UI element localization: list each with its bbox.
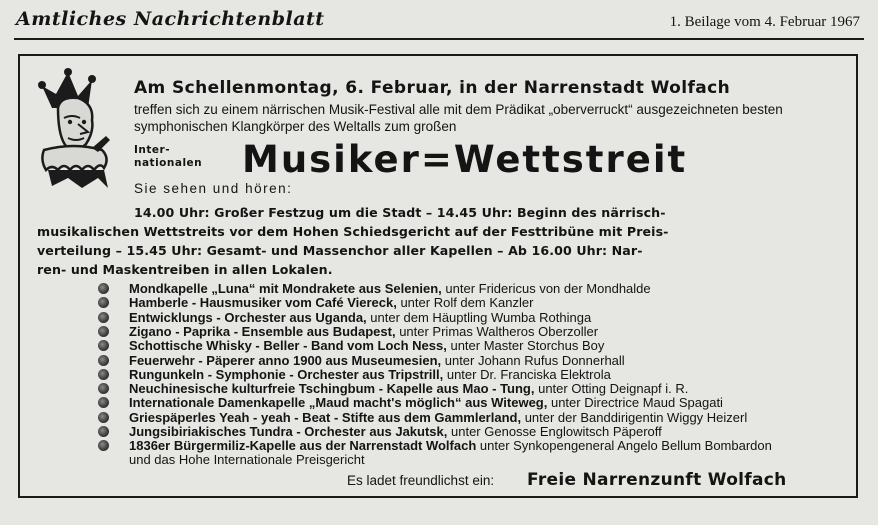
act-conductor: unter Otting Deignapf i. R. xyxy=(534,381,689,397)
host-name: Freie Narrenzunft Wolfach xyxy=(527,470,787,490)
act-list-item xyxy=(98,325,598,339)
international-label-2: nationalen xyxy=(134,157,203,169)
intro-line-2: symphonischen Klangkörper des Weltalls zum großen xyxy=(134,119,457,134)
bullet-icon xyxy=(98,369,109,380)
see-and-hear: Sie sehen und hören: xyxy=(134,181,293,196)
act-name: Internationale Damenkapelle „Maud macht's möglich“ aus Witeweg, xyxy=(129,395,548,411)
bullet-icon xyxy=(98,283,109,294)
act-conductor: unter Dr. Franciska Elektrola xyxy=(443,366,611,382)
act-conductor: unter dem Häuptling Wumba Rothinga xyxy=(366,309,592,325)
act-name: Neuchinesische kulturfreie Tschingbum - Kapelle aus Mao - Tung, xyxy=(129,381,535,397)
act-list-item xyxy=(98,354,625,368)
bullet-icon xyxy=(98,297,109,308)
big-title: Musiker=Wettstreit xyxy=(242,138,688,181)
program-line-2: musikalischen Wettstreits vor dem Hohen Schiedsgericht auf der Festtribüne mit Preis- xyxy=(37,224,669,239)
newspaper-title: Amtliches Nachrichtenblatt xyxy=(16,8,325,30)
act-conductor: unter Genosse Englowitsch Päperoff xyxy=(447,424,662,439)
act-conductor: unter Fridericus von der Mondhalde xyxy=(441,281,651,296)
international-label-1: Inter- xyxy=(134,144,171,156)
bullet-icon xyxy=(98,397,109,408)
act-name: 1836er Bürgermiliz-Kapelle aus der Narrenstadt Wolfach xyxy=(129,438,477,454)
bullet-icon xyxy=(98,326,109,337)
act-conductor: unter Primas Waltheros Oberzoller xyxy=(395,323,599,339)
invite-text: Es ladet freundlichst ein: xyxy=(347,473,495,488)
header-rule xyxy=(14,38,864,40)
act-name: Jungsibiriakisches Tundra - Orchester aus Jakutsk, xyxy=(129,424,448,439)
headline: Am Schellenmontag, 6. Februar, in der Narrenstadt Wolfach xyxy=(134,78,731,98)
act-name: Mondkapelle „Luna“ mit Mondrakete aus Selenien, xyxy=(129,281,442,296)
jester-icon xyxy=(30,66,120,191)
program-line-3: verteilung – 15.45 Uhr: Gesamt- und Massenchor aller Kapellen – Ab 16.00 Uhr: Nar- xyxy=(37,243,643,258)
act-list-item xyxy=(98,296,533,310)
bullet-icon xyxy=(98,340,109,351)
act-conductor: unter Synkopengeneral Angelo Bellum Bombardon xyxy=(476,438,772,454)
act-list-item xyxy=(98,311,591,325)
act-conductor: unter der Banddirigentin Wiggy Heizerl xyxy=(521,409,748,425)
bullet-icon xyxy=(98,383,109,394)
act-conductor: unter Johann Rufus Donnerhall xyxy=(441,352,625,368)
act-conductor: unter Master Storchus Boy xyxy=(446,338,605,354)
act-list-item xyxy=(98,382,688,396)
act-name: Hamberle - Hausmusiker vom Café Viereck, xyxy=(129,295,397,311)
act-name: Zigano - Paprika - Ensemble aus Budapest, xyxy=(129,323,396,339)
act-list-item xyxy=(98,396,723,410)
act-list-item xyxy=(98,282,651,296)
program-line-1: 14.00 Uhr: Großer Festzug um die Stadt – 14.45 Uhr: Beginn des närrisch- xyxy=(134,205,666,220)
issue-date: 1. Beilage vom 4. Februar 1967 xyxy=(669,14,860,30)
bullet-icon xyxy=(98,312,109,323)
act-list-item xyxy=(98,339,604,353)
jury-text: und das Hohe Internationale Preisgericht xyxy=(129,452,365,467)
act-name: Entwicklungs - Orchester aus Uganda, xyxy=(129,309,367,325)
act-name: Feuerwehr - Päperer anno 1900 aus Museumesien, xyxy=(129,352,442,368)
jury-line xyxy=(98,453,365,467)
act-name: Schottische Whisky - Beller - Band vom Loch Ness, xyxy=(129,338,447,354)
act-conductor: unter Directrice Maud Spagati xyxy=(547,395,723,411)
act-list-item xyxy=(98,411,747,425)
bullet-icon xyxy=(98,426,109,437)
act-list-item xyxy=(98,425,662,439)
bullet-icon xyxy=(98,355,109,366)
act-conductor: unter Rolf dem Kanzler xyxy=(396,295,534,311)
bullet-icon xyxy=(98,440,109,451)
program-line-4: ren- und Maskentreiben in allen Lokalen. xyxy=(37,262,333,277)
intro-line-1: treffen sich zu einem närrischen Musik-Festival alle mit dem Prädikat „oberverruckt“ ausgezeichneten besten xyxy=(134,102,783,117)
act-name: Griespäperles Yeah - yeah - Beat - Stifte aus dem Gammlerland, xyxy=(129,409,522,425)
act-name: Rungunkeln - Symphonie - Orchester aus Tripstrill, xyxy=(129,366,444,382)
act-list-item xyxy=(98,368,611,382)
bullet-icon xyxy=(98,412,109,423)
